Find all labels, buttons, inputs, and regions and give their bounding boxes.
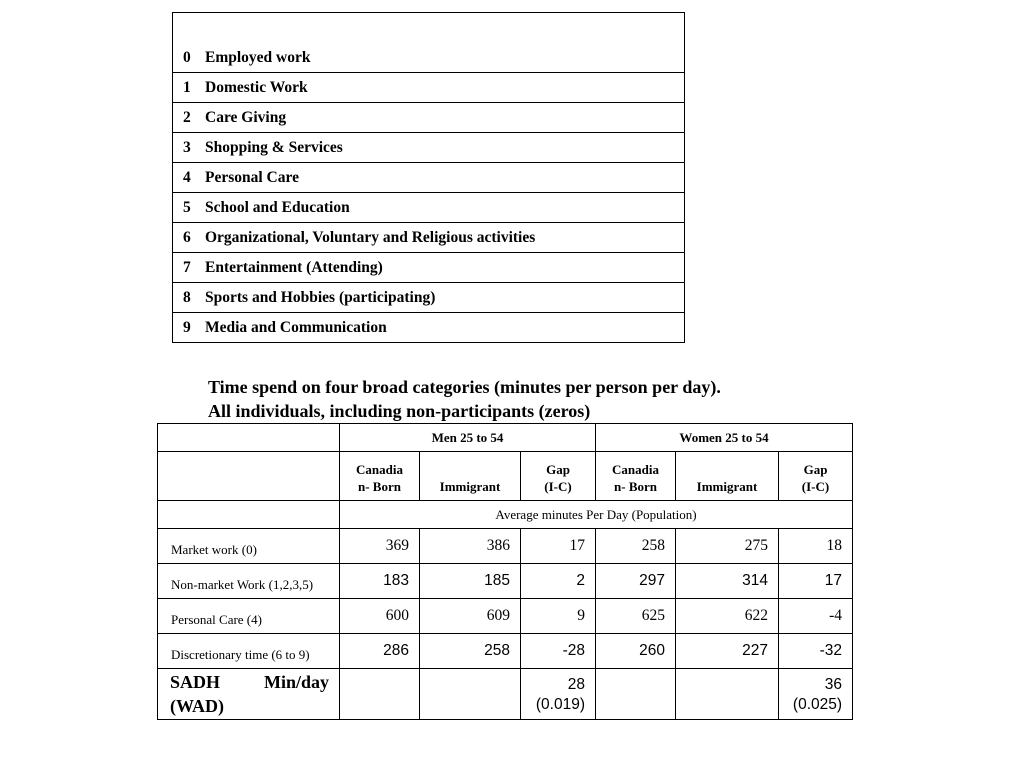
subheader-line-2: (I-C) <box>801 479 830 494</box>
activity-code-number: 0 <box>183 49 191 66</box>
table-row <box>158 564 853 599</box>
value-cell: 227 <box>676 634 779 669</box>
empty-corner-cell <box>158 424 340 452</box>
activity-code-cell <box>173 103 685 133</box>
group-header-men: Men 25 to 54 <box>340 424 596 452</box>
activity-code-row <box>173 313 685 343</box>
activity-code-label: Domestic Work <box>205 78 308 96</box>
activity-code-cell <box>173 163 685 193</box>
activity-code-cell <box>173 253 685 283</box>
column-subheader <box>779 452 853 501</box>
value-cell: 258 <box>420 634 521 669</box>
activity-code-number: 5 <box>183 198 191 216</box>
activity-code-cell <box>173 73 685 103</box>
value-cell: -32 <box>779 634 853 669</box>
value-cell: 17 <box>779 564 853 599</box>
activity-code-label: Shopping & Services <box>205 138 343 156</box>
men-sadh-gap <box>521 669 596 720</box>
activity-code-label: Media and Communication <box>205 318 387 336</box>
activity-code-cell <box>173 283 685 313</box>
activity-code-cell <box>173 193 685 223</box>
column-subheader <box>340 452 420 501</box>
table-row <box>158 529 853 564</box>
subheader-line-2: n- Born <box>358 479 401 494</box>
activity-code-row <box>173 103 685 133</box>
column-subheader <box>676 452 779 501</box>
activity-code-row <box>173 163 685 193</box>
value-cell: 260 <box>596 634 676 669</box>
sadh-label <box>158 669 340 720</box>
men-sadh-gap-value: 28 <box>567 676 586 693</box>
empty-cell <box>676 669 779 720</box>
activity-code-row <box>173 13 685 73</box>
subheader-line-1: Gap <box>803 462 828 477</box>
unit-label: Average minutes Per Day (Population) <box>340 501 853 529</box>
activity-code-number: 9 <box>183 318 191 336</box>
activity-code-cell <box>173 13 685 73</box>
sadh-label-part3: (WAD) <box>170 696 224 716</box>
empty-cell <box>340 669 420 720</box>
value-cell: -28 <box>521 634 596 669</box>
table-row <box>158 599 853 634</box>
subheader-line-2: (I-C) <box>544 479 572 494</box>
group-header-women: Women 25 to 54 <box>596 424 853 452</box>
activity-code-cell <box>173 223 685 253</box>
value-cell: 275 <box>676 529 779 564</box>
empty-label-cell <box>158 501 340 529</box>
activity-code-number: 6 <box>183 228 191 246</box>
women-sadh-gap <box>779 669 853 720</box>
time-use-table <box>157 423 853 720</box>
table-row <box>158 634 853 669</box>
subheader-line-2: Immigrant <box>439 479 501 494</box>
activity-code-row <box>173 193 685 223</box>
activity-code-label: Personal Care <box>205 168 299 186</box>
value-cell: -4 <box>779 599 853 634</box>
subheader-line-1: Canadia <box>612 462 659 477</box>
value-cell: 609 <box>420 599 521 634</box>
value-cell: 297 <box>596 564 676 599</box>
activity-code-label: Sports and Hobbies (participating) <box>205 288 436 306</box>
activity-code-label: Organizational, Voluntary and Religious activities <box>205 228 536 246</box>
activity-code-label: Entertainment (Attending) <box>205 258 383 276</box>
activity-code-row <box>173 283 685 313</box>
value-cell: 183 <box>340 564 420 599</box>
column-subheader <box>521 452 596 501</box>
row-label: Discretionary time (6 to 9) <box>158 634 340 669</box>
subheader-line-2: Immigrant <box>696 479 758 494</box>
row-label: Personal Care (4) <box>158 599 340 634</box>
column-subheader <box>420 452 521 501</box>
value-cell: 369 <box>340 529 420 564</box>
value-cell: 386 <box>420 529 521 564</box>
activity-code-number: 1 <box>183 78 191 96</box>
subheader-line-1: Canadia <box>356 462 403 477</box>
activity-code-row <box>173 253 685 283</box>
value-cell: 286 <box>340 634 420 669</box>
value-cell: 258 <box>596 529 676 564</box>
value-cell: 185 <box>420 564 521 599</box>
caption-line-1: Time spend on four broad categories (minutes per person per day). <box>208 377 721 397</box>
activity-code-number: 3 <box>183 138 191 156</box>
activity-code-number: 4 <box>183 168 191 186</box>
sadh-label-part1: SADH <box>170 672 221 692</box>
value-cell: 625 <box>596 599 676 634</box>
sadh-label-part2: Min/day <box>263 672 329 692</box>
activity-code-number: 2 <box>183 108 191 126</box>
value-cell: 600 <box>340 599 420 634</box>
men-sadh-gap-wad: (0.019) <box>535 696 586 713</box>
activity-code-row <box>173 133 685 163</box>
caption-line-2: All individuals, including non-participants (zeros) <box>208 401 591 421</box>
subheader-line-1: Gap <box>546 462 570 477</box>
row-label: Market work (0) <box>158 529 340 564</box>
activity-code-number: 7 <box>183 258 191 276</box>
empty-cell <box>420 669 521 720</box>
activity-code-list <box>172 12 685 343</box>
value-cell: 622 <box>676 599 779 634</box>
activity-code-cell <box>173 313 685 343</box>
value-cell: 314 <box>676 564 779 599</box>
column-subheader <box>596 452 676 501</box>
empty-cell <box>596 669 676 720</box>
activity-code-row <box>173 223 685 253</box>
table-caption <box>208 375 721 423</box>
value-cell: 9 <box>521 599 596 634</box>
value-cell: 18 <box>779 529 853 564</box>
activity-code-row <box>173 73 685 103</box>
empty-label-cell <box>158 452 340 501</box>
activity-code-cell <box>173 133 685 163</box>
activity-code-number: 8 <box>183 288 191 306</box>
women-sadh-gap-wad: (0.025) <box>792 696 843 713</box>
row-label: Non-market Work (1,2,3,5) <box>158 564 340 599</box>
activity-code-label: Employed work <box>205 49 311 66</box>
activity-code-label: Care Giving <box>205 108 287 126</box>
activity-code-label: School and Education <box>205 198 350 216</box>
subheader-line-2: n- Born <box>614 479 657 494</box>
women-sadh-gap-value: 36 <box>824 676 843 693</box>
value-cell: 2 <box>521 564 596 599</box>
value-cell: 17 <box>521 529 596 564</box>
